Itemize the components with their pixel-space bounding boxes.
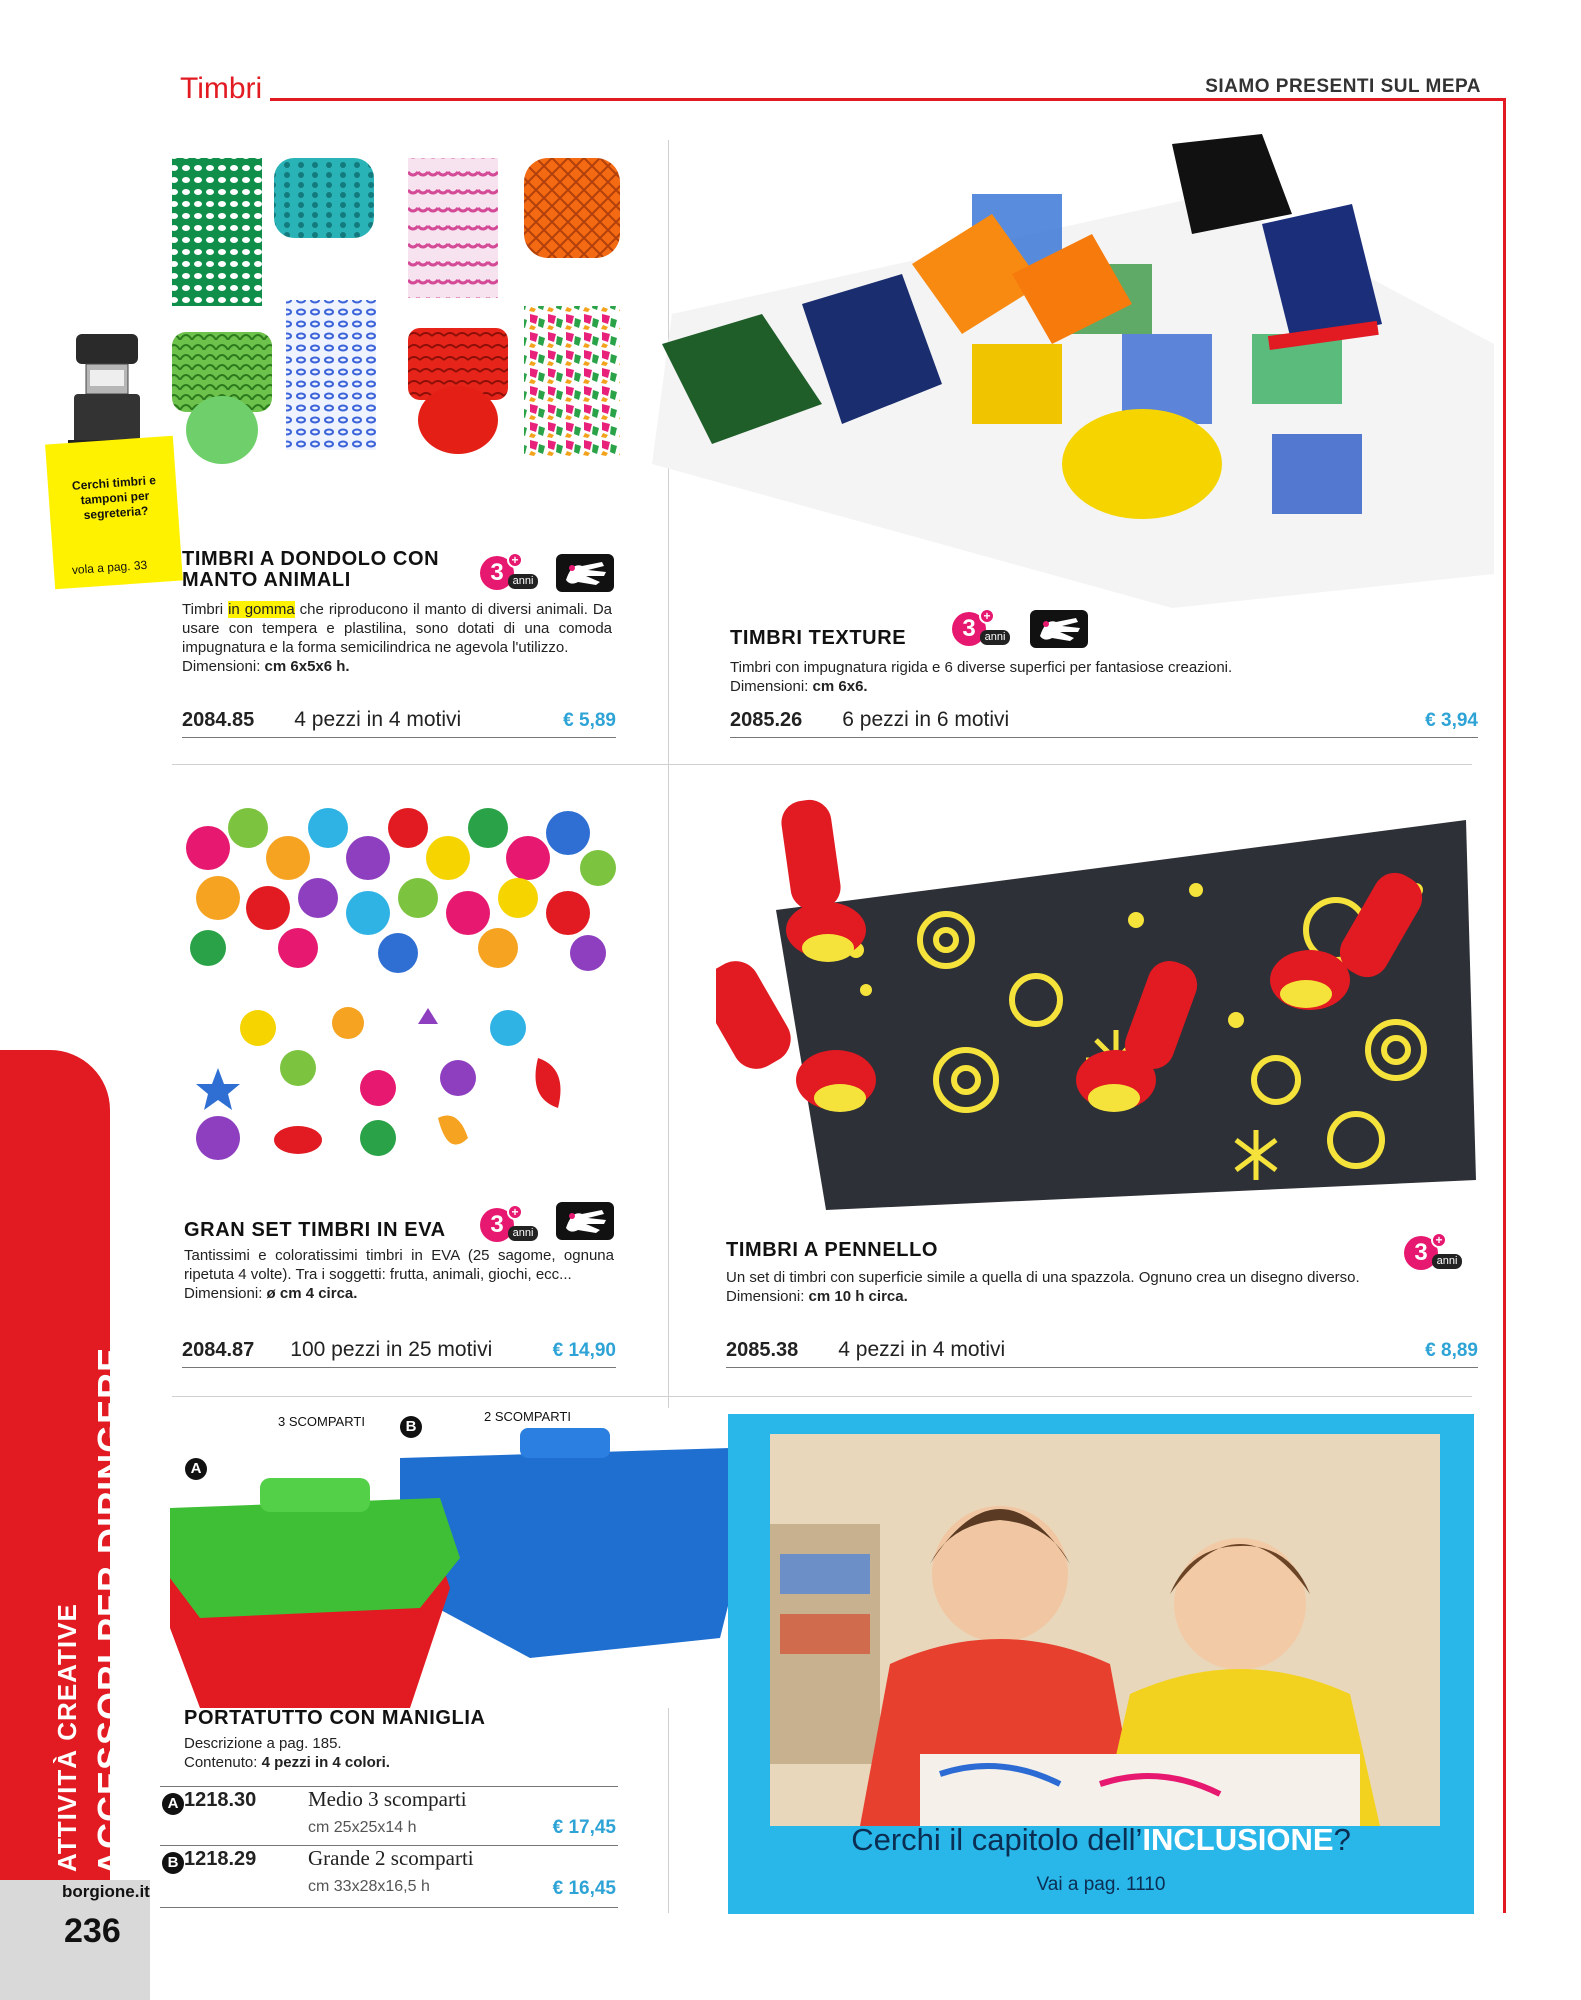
age-badge: 3 + anni: [480, 554, 546, 590]
product-price: € 8,89: [1425, 1340, 1478, 1361]
product-price: € 5,89: [563, 710, 616, 731]
right-rule: [1503, 98, 1506, 1913]
product-order-row[interactable]: [726, 1338, 1478, 1368]
inclusion-question: Cerchi il capitolo dell’INCLUSIONE?: [851, 1822, 1351, 1857]
mepa-label: SIAMO PRESENTI SUL MEPA: [1205, 76, 1481, 97]
texture-stamps-photo: [652, 134, 1494, 608]
inclusion-ad[interactable]: [728, 1414, 1474, 1914]
marker-a: A: [185, 1458, 207, 1480]
product-code: 2084.87: [182, 1339, 255, 1361]
sidebar-category-line2: ACCESSORI PER DIPINGERE: [90, 1346, 131, 1876]
hand-paint-icon: [1030, 610, 1088, 648]
caddy-photo: [160, 1408, 750, 1708]
product-order-row[interactable]: [730, 708, 1478, 738]
hand-paint-icon: [556, 1202, 614, 1240]
product-variant: 4 pezzi in 4 motivi: [294, 708, 462, 731]
row-divider: [172, 1396, 1472, 1397]
product-price: € 3,94: [1425, 710, 1478, 731]
product-variant: 4 pezzi in 4 motivi: [838, 1338, 1006, 1361]
caddy-label-a: 3 SCOMPARTI: [278, 1414, 365, 1429]
marker-b: B: [162, 1852, 184, 1874]
site-url[interactable]: borgione.it: [62, 1882, 150, 1901]
brush-stamps-photo: [716, 780, 1476, 1210]
product-variant: 6 pezzi in 6 motivi: [842, 708, 1010, 731]
eva-stamps-photo: [178, 788, 616, 1180]
product-variant: Grande 2 scomparti: [308, 1846, 474, 1870]
product-description: Tantissimi e coloratissimi timbri in EVA (25 sagome, ognuna ripetuta 4 volte). Tra i soggetti: frutta, animali, giochi, ecc... Dimensioni: ø cm 4 circa.: [184, 1247, 614, 1302]
sidebar-category-line1: ATTIVITÀ CREATIVE: [52, 1603, 82, 1872]
children-drawing-photo: [770, 1434, 1440, 1826]
product-code: 2085.38: [726, 1339, 799, 1361]
product-code: 2085.26: [730, 709, 803, 731]
product-description: Timbri in gomma che riproducono il manto di diversi animali. Da usare con tempera e plastilina, sono dotati di una comoda impugnatura e la forma semicilindrica ne agevola l'utilizzo. Dimensioni: cm 6x5x6 h.: [182, 601, 612, 675]
animal-stamps-photo: [168, 150, 628, 468]
product-price: € 14,90: [552, 1340, 616, 1361]
product-title: TIMBRI TEXTURE: [730, 627, 907, 649]
caddy-order-row-b[interactable]: [160, 1846, 618, 1908]
product-description: Timbri con impugnatura rigida e 6 diverse superfici per fantasiose creazioni. Dimensioni: cm 6x6.: [730, 659, 1233, 695]
header-rule: [270, 98, 1506, 101]
caddy-order-row-a[interactable]: [160, 1786, 618, 1846]
age-badge: 3 + anni: [952, 610, 1018, 646]
product-description: Un set di timbri con superficie simile a quella di una spazzola. Ognuno crea un disegno diverso. Dimensioni: cm 10 h circa.: [726, 1269, 1360, 1305]
product-code: 2084.85: [182, 709, 255, 731]
hand-paint-icon: [556, 554, 614, 592]
product-price: € 16,45: [552, 1878, 616, 1899]
product-variant: Medio 3 scomparti: [308, 1787, 467, 1811]
row-divider: [172, 764, 1472, 765]
office-stamps-note[interactable]: [45, 436, 183, 590]
product-size: cm 33x28x16,5 h: [308, 1878, 430, 1895]
product-description: Descrizione a pag. 185. Contenuto: 4 pezzi in 4 colori.: [184, 1735, 390, 1771]
product-title: TIMBRI A DONDOLO CON MANTO ANIMALI: [182, 548, 440, 591]
page-number: 236: [64, 1912, 121, 1950]
section-title: Timbri: [180, 72, 263, 105]
inclusion-page-ref[interactable]: Vai a pag. 1110: [1036, 1874, 1166, 1895]
product-size: cm 25x25x14 h: [308, 1819, 417, 1836]
product-code: 1218.29: [184, 1848, 257, 1870]
marker-a: A: [162, 1793, 184, 1815]
marker-b: B: [400, 1416, 422, 1438]
product-title: TIMBRI A PENNELLO: [726, 1239, 939, 1261]
product-code: 1218.30: [184, 1789, 257, 1811]
note-text: Cerchi timbri e tamponi per segreteria?: [71, 473, 157, 523]
age-badge: 3 + anni: [1404, 1234, 1470, 1270]
age-badge: 3 + anni: [480, 1206, 546, 1242]
product-order-row[interactable]: [182, 1338, 616, 1368]
product-title: GRAN SET TIMBRI IN EVA: [184, 1219, 446, 1241]
product-price: € 17,45: [552, 1817, 616, 1838]
note-page-ref[interactable]: vola a pag. 33: [71, 557, 148, 578]
product-order-row[interactable]: [182, 708, 616, 738]
product-variant: 100 pezzi in 25 motivi: [290, 1338, 493, 1361]
caddy-label-b: 2 SCOMPARTI: [484, 1409, 571, 1424]
product-title: PORTATUTTO CON MANIGLIA: [184, 1707, 486, 1729]
